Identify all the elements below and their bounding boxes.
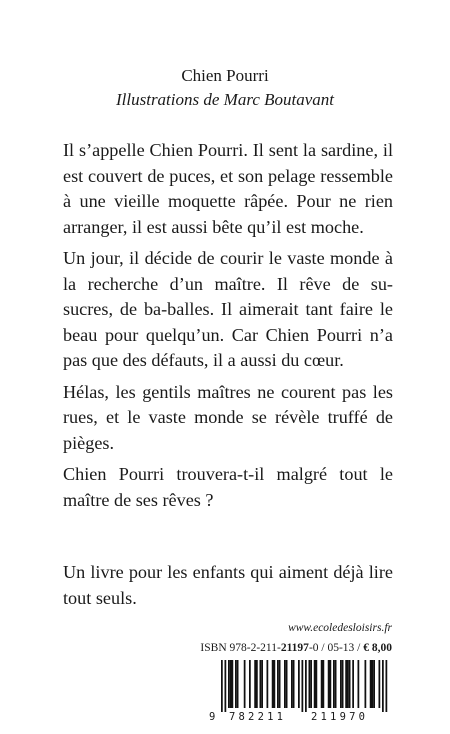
barcode-bar <box>261 660 263 708</box>
barcode-bar <box>358 660 360 708</box>
barcode-bar <box>232 660 234 708</box>
barcode-bar <box>235 660 237 708</box>
barcode-bar <box>379 660 381 708</box>
barcode-bar <box>309 660 311 708</box>
barcode-bar <box>323 660 325 708</box>
reader-tagline: Un livre pour les enfants qui aiment déjà lire tout seuls. <box>63 562 393 608</box>
barcode-bar <box>298 660 300 708</box>
illustrator-credit: Illustrations de Marc Boutavant <box>116 90 334 109</box>
barcode-bar <box>340 660 342 708</box>
isbn-prefix: ISBN 978-2-211- <box>200 642 281 654</box>
barcode-bar <box>352 660 354 708</box>
barcode-bar <box>260 660 262 708</box>
isbn-suffix: -0 / 05-13 / <box>308 642 364 654</box>
barcode-bar <box>382 660 384 712</box>
isbn-line <box>0 642 392 654</box>
barcode-bar <box>293 660 295 708</box>
barcode-bar <box>370 660 372 708</box>
blurb-text <box>63 138 393 513</box>
blurb-paragraph: Chien Pourri trouvera-t-il malgré tout le maître de ses rêves ? <box>63 464 393 510</box>
barcode-left-group: 782211 <box>229 711 287 723</box>
blurb-paragraph: Hélas, les gentils maîtres ne courent pas les rues, et le vaste monde se révèle truffé de pièges. <box>63 381 393 453</box>
barcode <box>207 660 397 730</box>
cover-header <box>0 64 450 112</box>
barcode-bar <box>225 660 227 712</box>
barcode-bar <box>314 660 316 708</box>
barcode-bar <box>228 660 230 708</box>
barcode-bar <box>373 660 375 708</box>
barcode-bar <box>305 660 307 712</box>
publisher-website: www.ecoledesloisirs.fr <box>288 622 392 634</box>
barcode-bar <box>342 660 344 708</box>
barcode-bars <box>207 660 397 712</box>
barcode-bar <box>277 660 279 708</box>
barcode-bar <box>274 660 276 708</box>
barcode-bar <box>291 660 293 708</box>
barcode-bar <box>316 660 318 708</box>
barcode-first-digit: 9 <box>209 711 216 723</box>
barcode-bar <box>330 660 332 708</box>
barcode-bar <box>272 660 274 708</box>
isbn-bold: 21197 <box>280 642 309 654</box>
barcode-bar <box>244 660 246 708</box>
barcode-bar <box>328 660 330 708</box>
barcode-bar <box>321 660 323 708</box>
barcode-bar <box>237 660 239 708</box>
blurb-paragraph: Un jour, il décide de courir le vaste monde à la recherche d’un maître. Il rêve de su-sucres, de ba-balles. Il aimerait tant faire le beau pour quelqu’un. Car Chien Pourri n’a pas que des défauts, il a aussi du cœur. <box>63 248 393 370</box>
price: € 8,00 <box>363 642 392 654</box>
barcode-bar <box>349 660 351 708</box>
barcode-bar <box>365 660 367 708</box>
barcode-bar <box>386 660 388 712</box>
barcode-bar <box>345 660 347 708</box>
barcode-bar <box>333 660 335 708</box>
barcode-bar <box>286 660 288 708</box>
book-title: Chien Pourri <box>181 66 269 85</box>
barcode-bar <box>256 660 258 708</box>
barcode-bar <box>335 660 337 708</box>
blurb-paragraph: Il s’appelle Chien Pourri. Il sent la sardine, il est couvert de puces, et son pelage ressemble à une vieille moquette râpée. Pour ne rien arranger, il est aussi bête qu’il est moche. <box>63 140 393 237</box>
barcode-bar <box>310 660 312 708</box>
barcode-bar <box>279 660 281 708</box>
barcode-bar <box>372 660 374 708</box>
barcode-bar <box>221 660 223 712</box>
barcode-bar <box>254 660 256 708</box>
barcode-bar <box>347 660 349 708</box>
barcode-bar <box>267 660 269 708</box>
barcode-bar <box>230 660 232 708</box>
barcode-right-group: 211970 <box>311 711 369 723</box>
barcode-bar <box>249 660 251 708</box>
barcode-bar <box>302 660 304 712</box>
barcode-bar <box>284 660 286 708</box>
